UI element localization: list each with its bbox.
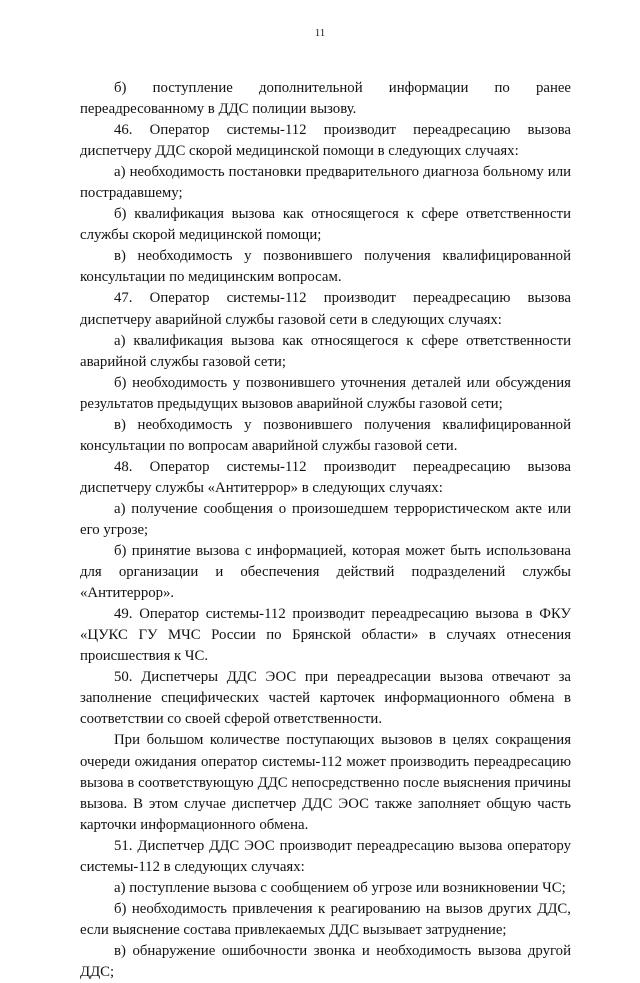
paragraph: б) необходимость у позвонившего уточнения деталей или обсуждения результатов предыдущих вызовов аварийной службы газовой сети; [80, 374, 571, 412]
paragraph: 46. Оператор системы-112 производит переадресацию вызова диспетчеру ДДС скорой медицинской помощи в следующих случаях: [80, 122, 571, 160]
paragraph: 50. Диспетчеры ДДС ЭОС при переадресации вызова отвечают за заполнение специфических частей карточек информационного обмена в соответствии со своей сферой ответственности. [80, 669, 571, 728]
paragraph: в) необходимость у позвонившего получения квалифицированной консультации по медицинским вопросам. [80, 248, 571, 286]
paragraph: в) необходимость у позвонившего получения квалифицированной консультации по вопросам аварийной службы газовой сети. [80, 416, 571, 454]
paragraph: 47. Оператор системы-112 производит переадресацию вызова диспетчеру аварийной службы газовой сети в следующих случаях: [80, 290, 571, 328]
paragraph: б) необходимость привлечения к реагированию на вызов других ДДС, если выяснение состава привлекаемых ДДС вызывает затруднение; [80, 900, 571, 938]
paragraph: б) квалификация вызова как относящегося к сфере ответственности службы скорой медицинской помощи; [80, 206, 571, 244]
paragraph: а) поступление вызова с сообщением об угрозе или возникновении ЧС; [114, 879, 566, 896]
paragraph: а) получение сообщения о произошедшем террористическом акте или его угрозе; [80, 500, 571, 538]
paragraph: а) необходимость постановки предварительного диагноза больному или пострадавшему; [80, 164, 571, 202]
page-number: 11 [314, 27, 326, 39]
paragraph: 49. Оператор системы-112 производит переадресацию вызова в ФКУ «ЦУКС ГУ МЧС России по Брянской области» в случаях отнесения происшествия к ЧС. [80, 606, 571, 665]
paragraph: б) поступление дополнительной информации по ранее переадресованному в ДДС полиции вызову. [80, 80, 571, 118]
paragraph: в) обнаружение ошибочности звонка и необходимость вызова другой ДДС; [80, 942, 571, 980]
paragraph: При большом количестве поступающих вызовов в целях сокращения очереди ожидания оператор системы-112 может производить переадресацию вызова в соответствующую ДДС непосредственно после выяснения причины вызова. В этом случае диспетчер ДДС ЭОС также заполняет общую часть карточки информационного обмена. [80, 732, 571, 833]
document-body [80, 78, 571, 983]
paragraph: 51. Диспетчер ДДС ЭОС производит переадресацию вызова оператору системы-112 в следующих случаях: [80, 837, 571, 875]
paragraph: 48. Оператор системы-112 производит переадресацию вызова диспетчеру службы «Антитеррор» в следующих случаях: [80, 458, 571, 496]
paragraph: а) квалификация вызова как относящегося к сфере ответственности аварийной службы газовой сети; [80, 332, 571, 370]
paragraph: б) принятие вызова с информацией, которая может быть использована для организации и обеспечения действий подразделений службы «Антитеррор». [80, 543, 571, 602]
